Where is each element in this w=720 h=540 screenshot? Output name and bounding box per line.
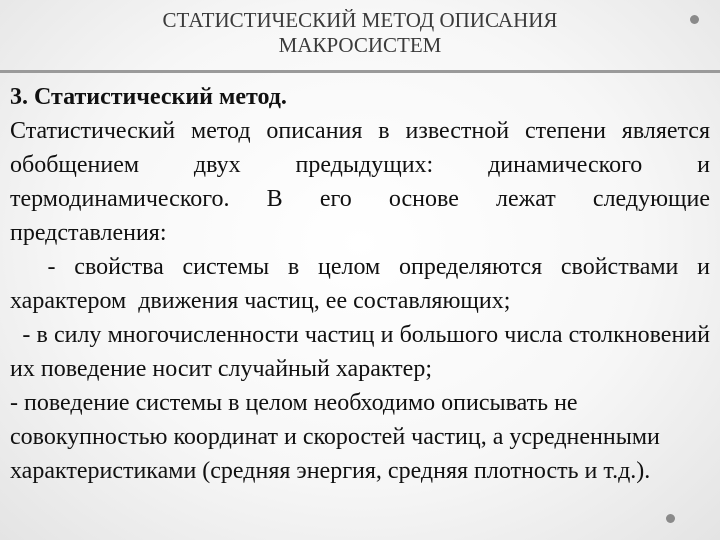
paragraph-point-2: - в силу многочисленности частиц и большого числа столкновений их поведение носит случайный характер; xyxy=(10,322,710,382)
slide-title-line-2: МАКРОСИСТЕМ xyxy=(278,33,442,57)
paragraph-point-3: - поведение системы в целом необходимо описывать не совокупностью координат и скоростей частиц, а усредненными характеристиками (средняя энергия, средняя плотность и т.д.). xyxy=(10,390,660,484)
slide-title xyxy=(0,8,720,58)
paragraph-point-1: - свойства системы в целом определяются свойствами и характером движения частиц, ее составляющих; xyxy=(10,254,710,314)
paragraph-intro: Статистический метод описания в известной степени является обобщением двух предыдущих: динамического и термодинамического. В его основе лежат следующие представления: xyxy=(10,118,710,246)
title-divider xyxy=(0,70,720,73)
slide-title-line-1: СТАТИСТИЧЕСКИЙ МЕТОД ОПИСАНИЯ xyxy=(162,8,558,32)
decorative-dot-bottom xyxy=(666,514,675,523)
slide-body xyxy=(10,80,710,488)
section-heading: 3. Статистический метод. xyxy=(10,84,287,110)
